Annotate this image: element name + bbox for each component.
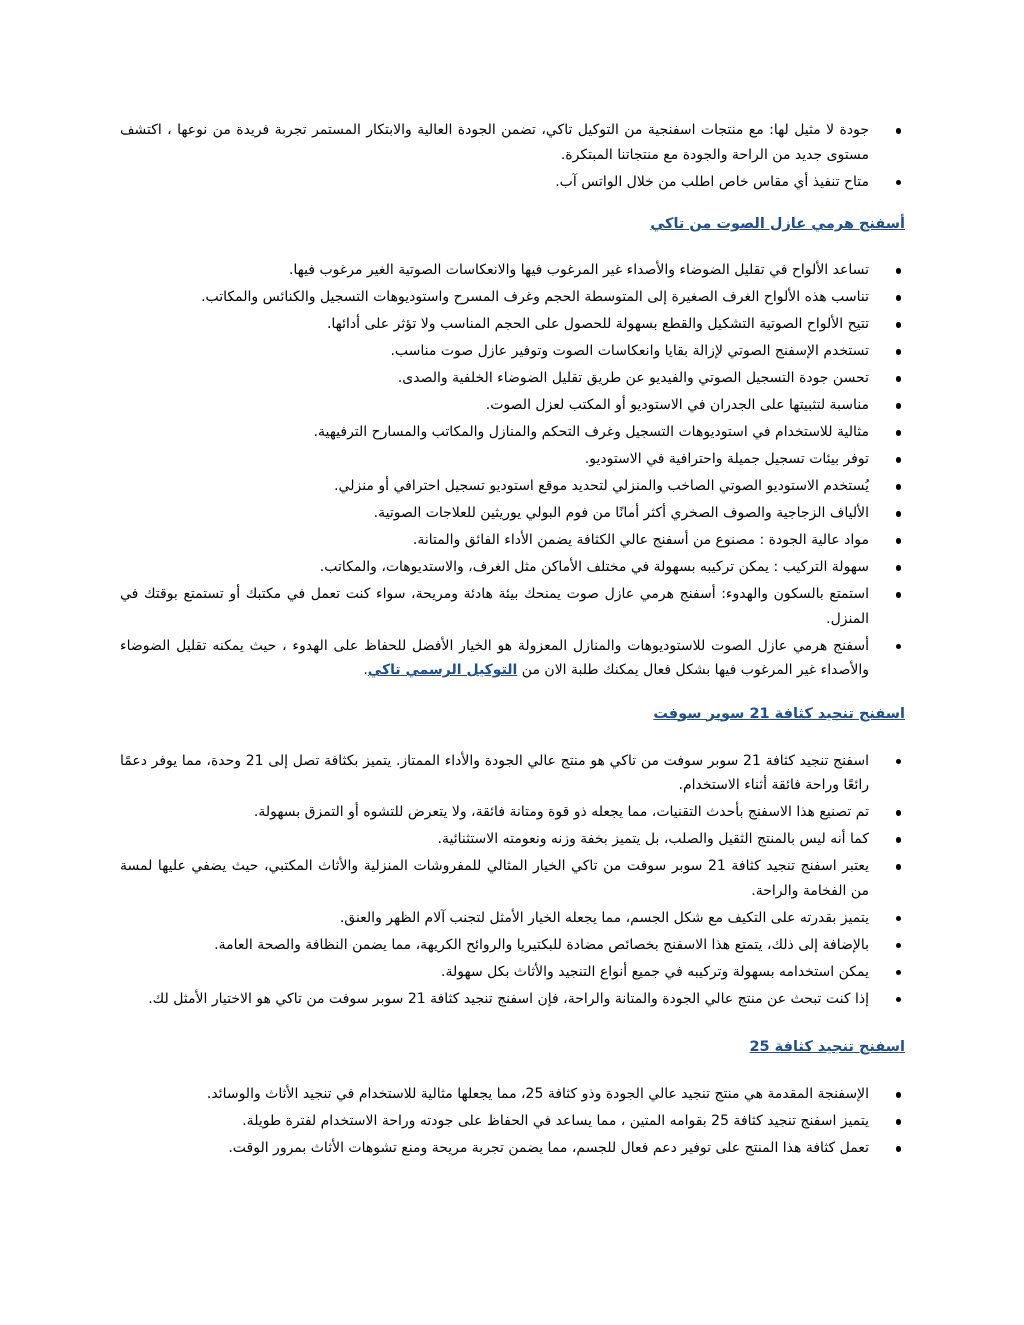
list-item: بالإضافة إلى ذلك، يتمتع هذا الاسفنج بخصائص مضادة للبكتيريا والروائح الكريهة، مما يضمن النظافة والصحة العامة. <box>120 933 869 958</box>
list-item: يُستخدم الاستوديو الصوتي الصاخب والمنزلي لتحديد موقع استوديو تسجيل احترافي أو منزلي. <box>120 474 869 499</box>
list-item: مثالية للاستخدام في استوديوهات التسجيل وغرف التحكم والمنازل والمكاتب والمسارح الترفيهية. <box>120 420 869 445</box>
list-item: الألياف الزجاجية والصوف الصخري أكثر أمانًا من فوم البولي يوريثين للعلاجات الصوتية. <box>120 501 869 526</box>
list-item-period: . <box>363 662 368 678</box>
list-item <box>120 634 869 683</box>
acoustic-foam-list <box>120 258 905 683</box>
list-item: تعمل كثافة هذا المنتج على توفير دعم فعال للجسم، مما يضمن تجربة مريحة ومنع تشوهات الأثاث بمرور الوقت. <box>120 1136 869 1161</box>
section-heading-density-25: اسفنج تنجيد كثافة 25 <box>749 1039 905 1055</box>
list-item: متاح تنفيذ أي مقاس خاص اطلب من خلال الواتس آب. <box>120 170 869 195</box>
list-item: مواد عالية الجودة : مصنوع من أسفنج عالي الكثافة يضمن الأداء الفائق والمتانة. <box>120 528 869 553</box>
intro-list <box>120 118 905 194</box>
list-item: تناسب هذه الألواح الغرف الصغيرة إلى المتوسطة الحجم وغرف المسرح واستوديوهات التسجيل والكنائس والمكاتب. <box>120 285 869 310</box>
list-item: الإسفنجة المقدمة هي منتج تنجيد عالي الجودة وذو كثافة 25، مما يجعلها مثالية للاستخدام في تنجيد الأثاث والوسائد. <box>120 1082 869 1107</box>
list-item: استمتع بالسكون والهدوء: أسفنج هرمي عازل صوت يمنحك بيئة هادئة ومريحة، سواء كنت تعمل في مكتبك أو تستمتع بوقتك في المنزل. <box>120 582 869 631</box>
list-item: إذا كنت تبحث عن منتج عالي الجودة والمتانة والراحة، فإن اسفنج تنجيد كثافة 21 سوبر سوفت من تاكي هو الاختيار الأمثل لك. <box>120 987 869 1012</box>
density-25-list <box>120 1082 905 1161</box>
document-page <box>120 118 905 1163</box>
list-item: يمكن استخدامه بسهولة وتركيبه في جميع أنواع التنجيد والأثاث بكل سهولة. <box>120 960 869 985</box>
section-heading-acoustic-foam: أسفنج هرمي عازل الصوت من تاكي <box>650 216 905 232</box>
official-agency-link[interactable]: التوكيل الرسمي تاكي <box>367 662 518 678</box>
list-item: جودة لا مثيل لها: مع منتجات اسفنجية من التوكيل تاكي، تضمن الجودة العالية والابتكار المستمر تجربة فريدة من نوعها ، اكتشف مستوى جديد من الراحة والجودة مع منتجاتنا المبتكرة. <box>120 118 869 167</box>
list-item: كما أنه ليس بالمنتج الثقيل والصلب، بل يتميز بخفة وزنه ونعومته الاستثنائية. <box>120 827 869 852</box>
list-item: تتيح الألواح الصوتية التشكيل والقطع بسهولة للحصول على الحجم المناسب ولا تؤثر على أدائها. <box>120 312 869 337</box>
list-item: اسفنج تنجيد كثافة 21 سوبر سوفت من تاكي هو منتج عالي الجودة والأداء الممتاز. يتميز بكثافة تصل إلى 21 وحدة، مما يوفر دعمًا رائعًا وراحة فائقة أثناء الاستخدام. <box>120 749 869 798</box>
list-item: يتميز اسفنج تنجيد كثافة 25 بقوامه المتين ، مما يساعد في الحفاظ على جودته وراحة الاستخدام لفترة طويلة. <box>120 1109 869 1134</box>
list-item: سهولة التركيب : يمكن تركيبه بسهولة في مختلف الأماكن مثل الغرف، والاستديوهات، والمكاتب. <box>120 555 869 580</box>
list-item: تم تصنيع هذا الاسفنج بأحدث التقنيات، مما يجعله ذو قوة ومتانة فائقة، ولا يتعرض للتشوه أو التمزق بسهولة. <box>120 800 869 825</box>
list-item-text: أسفنج هرمي عازل الصوت للاستوديوهات والمنازل المعزولة هو الخيار الأفضل للحفاظ على الهدوء ، حيث يمكنه تقليل الضوضاء والأصداء غير المرغوب فيها بشكل فعال يمكنك طلبة الان من <box>120 637 869 678</box>
list-item: تحسن جودة التسجيل الصوتي والفيديو عن طريق تقليل الضوضاء الخلفية والصدى. <box>120 366 869 391</box>
list-item: تستخدم الإسفنج الصوتي لإزالة بقايا وانعكاسات الصوت وتوفير عازل صوت مناسب. <box>120 339 869 364</box>
density-21-list <box>120 749 905 1012</box>
section-heading-density-21: اسفنج تنجيد كثافة 21 سوبر سوفت <box>653 705 905 722</box>
list-item: يعتبر اسفنج تنجيد كثافة 21 سوبر سوفت من تاكي الخيار المثالي للمفروشات المنزلية والأثاث المكتبي، حيث يضفي عليها لمسة من الفخامة والراحة. <box>120 854 869 903</box>
list-item: مناسبة لتثبيتها على الجدران في الاستوديو أو المكتب لعزل الصوت. <box>120 393 869 418</box>
list-item: تساعد الألواح في تقليل الضوضاء والأصداء غير المرغوب فيها والانعكاسات الصوتية الغير مرغوب فيها. <box>120 258 869 283</box>
list-item: يتميز بقدرته على التكيف مع شكل الجسم، مما يجعله الخيار الأمثل لتجنب آلام الظهر والعنق. <box>120 906 869 931</box>
list-item: توفر بيئات تسجيل جميلة واحترافية في الاستوديو. <box>120 447 869 472</box>
